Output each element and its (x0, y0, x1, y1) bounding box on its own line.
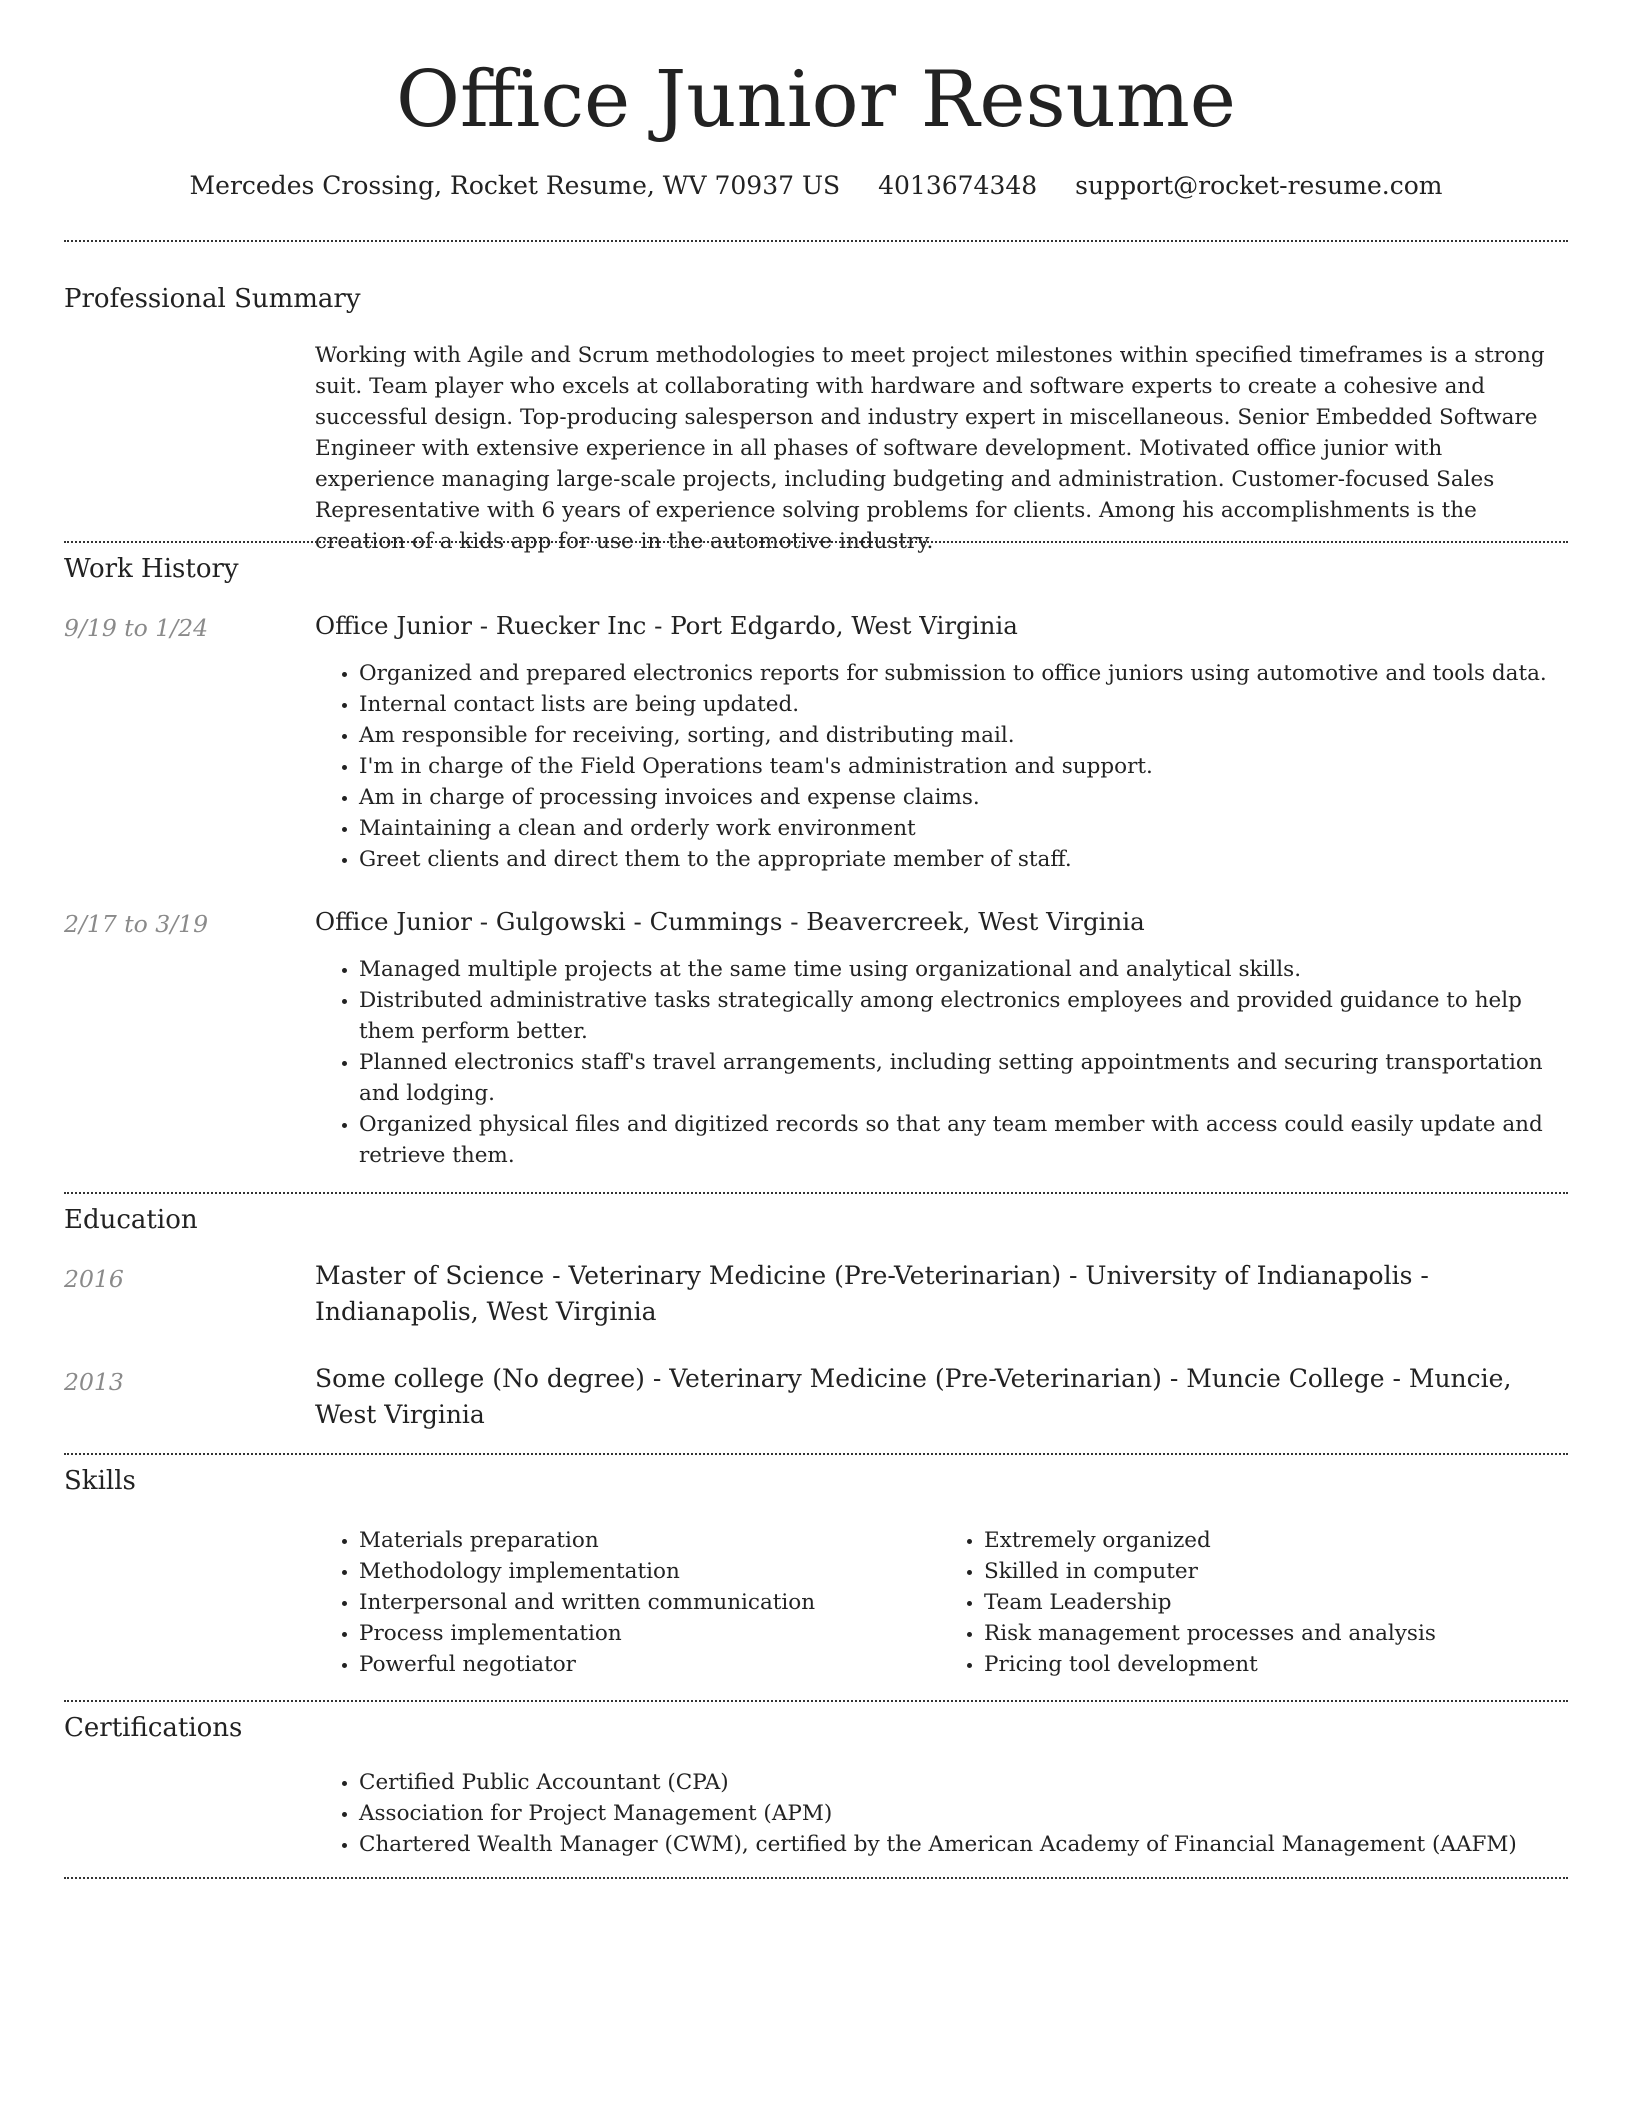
section-heading-certifications: Certifications (64, 1713, 243, 1743)
contact-address: Mercedes Crossing, Rocket Resume, WV 70937 US (189, 171, 841, 200)
skills-list (315, 1525, 1565, 1680)
job-bullet: • Greet clients and direct them to the appropriate member of staff. (359, 844, 1565, 875)
job-bullet: • Managed multiple projects at the same time using organizational and analytical skills. (359, 954, 1565, 985)
job-title: Office Junior - Ruecker Inc - Port Edgardo, West Virginia (315, 611, 1018, 640)
skills-column-right (940, 1525, 1565, 1680)
education-year: 2013 (64, 1368, 124, 1396)
skill-item: • Materials preparation (359, 1525, 940, 1556)
skill-item: • Risk management processes and analysis (984, 1618, 1565, 1649)
contact-phone[interactable]: 4013674348 (878, 171, 1038, 200)
job-bullet: • Am in charge of processing invoices and expense claims. (359, 782, 1565, 813)
skill-item: • Extremely organized (984, 1525, 1565, 1556)
job-bullet: • Organized physical files and digitized records so that any team member with access could easily update and retrieve them. (359, 1109, 1565, 1171)
section-heading-work-history: Work History (64, 554, 239, 584)
skill-item: • Powerful negotiator (359, 1649, 940, 1680)
job-bullet: • Distributed administrative tasks strategically among electronics employees and provided guidance to help them perform better. (359, 985, 1565, 1047)
job-dates: 2/17 to 3/19 (64, 910, 209, 938)
certification-item: • Certified Public Accountant (CPA) (359, 1767, 1565, 1798)
certification-bullets (315, 1767, 1565, 1860)
job-bullet: • Am responsible for receiving, sorting, and distributing mail. (359, 720, 1565, 751)
education-title: Master of Science - Veterinary Medicine (Pre-Veterinarian) - University of Indianapolis - Indianapolis, West Virginia (315, 1261, 1429, 1326)
education-title: Some college (No degree) - Veterinary Medicine (Pre-Veterinarian) - Muncie College - Muncie, West Virginia (315, 1364, 1512, 1429)
education-year: 2016 (64, 1265, 124, 1293)
job-entry (315, 610, 1565, 875)
divider (64, 1192, 1568, 1194)
section-heading-education: Education (64, 1205, 198, 1235)
certification-item: • Chartered Wealth Manager (CWM), certified by the American Academy of Financial Management (AAFM) (359, 1829, 1565, 1860)
divider (64, 1700, 1568, 1702)
contact-email[interactable]: support@rocket-resume.com (1075, 171, 1443, 200)
skill-item: • Team Leadership (984, 1587, 1565, 1618)
skills-column-left (315, 1525, 940, 1680)
skill-item: • Process implementation (359, 1618, 940, 1649)
job-title: Office Junior - Gulgowski - Cummings - Beavercreek, West Virginia (315, 907, 1145, 936)
resume-title: Office Junior Resume (396, 55, 1236, 145)
job-bullet: • Planned electronics staff's travel arrangements, including setting appointments and securing transportation and lodging. (359, 1047, 1565, 1109)
divider (64, 541, 1568, 543)
certifications-list (315, 1767, 1565, 1860)
certification-item: • Association for Project Management (APM) (359, 1798, 1565, 1829)
section-heading-summary: Professional Summary (64, 284, 361, 314)
job-bullet: • I'm in charge of the Field Operations team's administration and support. (359, 751, 1565, 782)
skill-item: • Methodology implementation (359, 1556, 940, 1587)
divider (64, 240, 1568, 242)
job-entry (315, 906, 1565, 1171)
summary-text: Working with Agile and Scrum methodologies to meet project milestones within specified timeframes is a strong suit. Team player who excels at collaborating with hardware and software experts to create a cohesive and successful design. Top-producing salesperson and industry expert in miscellaneous. Senior Embedded Software Engineer with extensive experience in all phases of software development. Motivated office junior with experience managing large-scale projects, including budgeting and administration. Customer-focused Sales Representative with 6 years of experience solving problems for clients. Among his accomplishments is the creation of a kids app for use in the automotive industry. (315, 343, 1545, 554)
job-bullet: • Organized and prepared electronics reports for submission to office juniors using automotive and tools data. (359, 658, 1565, 689)
section-heading-skills: Skills (64, 1466, 136, 1496)
skill-item: • Pricing tool development (984, 1649, 1565, 1680)
job-dates: 9/19 to 1/24 (64, 614, 209, 642)
job-bullets (315, 954, 1565, 1171)
skill-item: • Interpersonal and written communication (359, 1587, 940, 1618)
divider (64, 1453, 1568, 1455)
job-bullets (315, 658, 1565, 875)
skill-item: • Skilled in computer (984, 1556, 1565, 1587)
divider (64, 1877, 1568, 1879)
job-bullet: • Internal contact lists are being updated. (359, 689, 1565, 720)
job-bullet: • Maintaining a clean and orderly work environment (359, 813, 1565, 844)
contact-line (0, 170, 1632, 202)
